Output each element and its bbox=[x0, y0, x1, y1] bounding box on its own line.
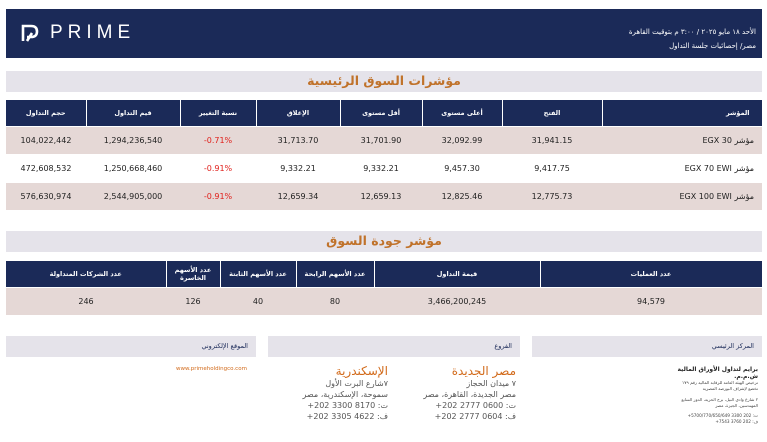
hq-line: ترخيص الهيئة العامة للرقابة المالية رقم ١٧٩ bbox=[682, 380, 758, 385]
main-indices-section-bar bbox=[6, 71, 762, 92]
alexandria-branch bbox=[280, 364, 388, 422]
low-cell: 31,701.90 bbox=[340, 126, 422, 154]
change-cell: -0.91% bbox=[180, 182, 256, 210]
traded-companies-cell: 246 bbox=[6, 287, 166, 315]
quality-header-row bbox=[6, 261, 762, 287]
col-header-gainers: عدد الأسهم الرابحة bbox=[296, 261, 374, 287]
value-cell: 2,544,905,000 bbox=[86, 182, 180, 210]
unchanged-cell: 40 bbox=[220, 287, 296, 315]
prime-logo-icon bbox=[20, 23, 40, 43]
table-row bbox=[6, 154, 762, 182]
volume-cell: 104,022,442 bbox=[6, 126, 86, 154]
website-link[interactable]: www.primeholdingco.com bbox=[176, 366, 247, 372]
col-header-change: نسبة التغيير bbox=[180, 100, 256, 126]
heliopolis-line: ت: 0600 2777 202+ bbox=[435, 401, 516, 410]
main-indices-header-row bbox=[6, 100, 762, 126]
col-header-losers: عدد الأسهم الخاسرة bbox=[166, 261, 220, 287]
alexandria-line: ف: 4622 3305 202+ bbox=[306, 412, 388, 421]
col-header-high: أعلى مستوى bbox=[422, 100, 502, 126]
col-header-transactions: عدد العمليات bbox=[540, 261, 762, 287]
report-subtitle: مصر/ إحصائيات جلسة التداول bbox=[669, 42, 756, 50]
col-header-traded-companies: عدد الشركات المتداولة bbox=[6, 261, 166, 287]
open-cell: 12,775.73 bbox=[502, 182, 602, 210]
close-cell: 12,659.34 bbox=[256, 182, 340, 210]
col-header-value: قيم التداول bbox=[86, 100, 180, 126]
alexandria-line: ت: 8170 3300 202+ bbox=[307, 401, 388, 410]
table-row bbox=[6, 287, 762, 315]
gainers-cell: 80 bbox=[296, 287, 374, 315]
report-date: الأحد ١٨ مايو ٢٠٢٥ / ٣:٠٠ م بتوقيت القاهرة bbox=[628, 28, 756, 36]
col-header-trade-value: قيمة التداول bbox=[374, 261, 540, 287]
heliopolis-line: ٧ ميدان الحجاز bbox=[466, 379, 516, 388]
low-cell: 12,659.13 bbox=[340, 182, 422, 210]
quality-table bbox=[6, 261, 763, 315]
hq-bar bbox=[532, 336, 762, 357]
table-row bbox=[6, 126, 762, 154]
report-header bbox=[6, 9, 762, 58]
value-cell: 1,294,236,540 bbox=[86, 126, 180, 154]
open-cell: 31,941.15 bbox=[502, 126, 602, 154]
main-indices-title: مؤشرات السوق الرئيسية bbox=[307, 73, 461, 88]
col-header-unchanged: عدد الأسهم الثابتة bbox=[220, 261, 296, 287]
heliopolis-branch bbox=[408, 364, 516, 422]
alexandria-city: الإسكندرية bbox=[335, 364, 388, 378]
volume-cell: 576,630,974 bbox=[6, 182, 86, 210]
brand-name: PRIME bbox=[50, 22, 136, 43]
website-label: الموقع الإلكتروني bbox=[201, 342, 248, 350]
quality-section-bar bbox=[6, 231, 762, 252]
trade-value-cell: 3,466,200,245 bbox=[374, 287, 540, 315]
high-cell: 9,457.30 bbox=[422, 154, 502, 182]
col-header-volume: حجم التداول bbox=[6, 100, 86, 126]
alexandria-line: سموحة، الإسكندرية، مصر bbox=[302, 390, 388, 399]
hq-line: ت: 202 3300 5700/770/650/649+ bbox=[687, 413, 758, 418]
change-cell: -0.91% bbox=[180, 154, 256, 182]
index-name-cell: مؤشر EGX 70 EWI bbox=[602, 154, 762, 182]
hq-line: ف: 202 3760 7543+ bbox=[715, 419, 758, 424]
high-cell: 32,092.99 bbox=[422, 126, 502, 154]
index-name-cell: مؤشر EGX 100 EWI bbox=[602, 182, 762, 210]
col-header-low: أقل مستوى bbox=[340, 100, 422, 126]
quality-title: مؤشر جودة السوق bbox=[326, 233, 442, 248]
close-cell: 9,332.21 bbox=[256, 154, 340, 182]
heliopolis-line: مصر الجديدة، القاهرة، مصر bbox=[423, 390, 516, 399]
table-row bbox=[6, 182, 762, 210]
losers-cell: 126 bbox=[166, 287, 220, 315]
high-cell: 12,825.46 bbox=[422, 182, 502, 210]
index-name-cell: مؤشر EGX 30 bbox=[602, 126, 762, 154]
alexandria-line: ٧شارع البرت الأول bbox=[325, 379, 388, 388]
branches-label: الفروع bbox=[494, 342, 512, 350]
hq-address bbox=[672, 366, 758, 425]
hq-line: تخضع لإشراف البورصة المصرية bbox=[702, 386, 758, 391]
heliopolis-line: ف: 0604 2777 202+ bbox=[434, 412, 516, 421]
change-cell: -0.71% bbox=[180, 126, 256, 154]
col-header-index: المؤشر bbox=[602, 100, 762, 126]
hq-company-name: برايم لتداول الأوراق المالية ش.م.م. bbox=[677, 366, 758, 380]
main-indices-table bbox=[6, 100, 763, 210]
col-header-open: الفتح bbox=[502, 100, 602, 126]
open-cell: 9,417.75 bbox=[502, 154, 602, 182]
hq-line: ٢ شارع وادي النيل، برج الحرية، الدور السابع bbox=[681, 397, 758, 402]
value-cell: 1,250,668,460 bbox=[86, 154, 180, 182]
low-cell: 9,332.21 bbox=[340, 154, 422, 182]
hq-line: المهندسين، الجيزة، مصر bbox=[715, 403, 758, 408]
branches-bar bbox=[268, 336, 520, 357]
heliopolis-city: مصر الجديدة bbox=[451, 364, 516, 378]
website-bar bbox=[6, 336, 256, 357]
brand-logo bbox=[20, 22, 135, 44]
transactions-cell: 94,579 bbox=[540, 287, 762, 315]
close-cell: 31,713.70 bbox=[256, 126, 340, 154]
volume-cell: 472,608,532 bbox=[6, 154, 86, 182]
col-header-close: الإغلاق bbox=[256, 100, 340, 126]
hq-label: المركز الرئيسي bbox=[711, 342, 754, 350]
